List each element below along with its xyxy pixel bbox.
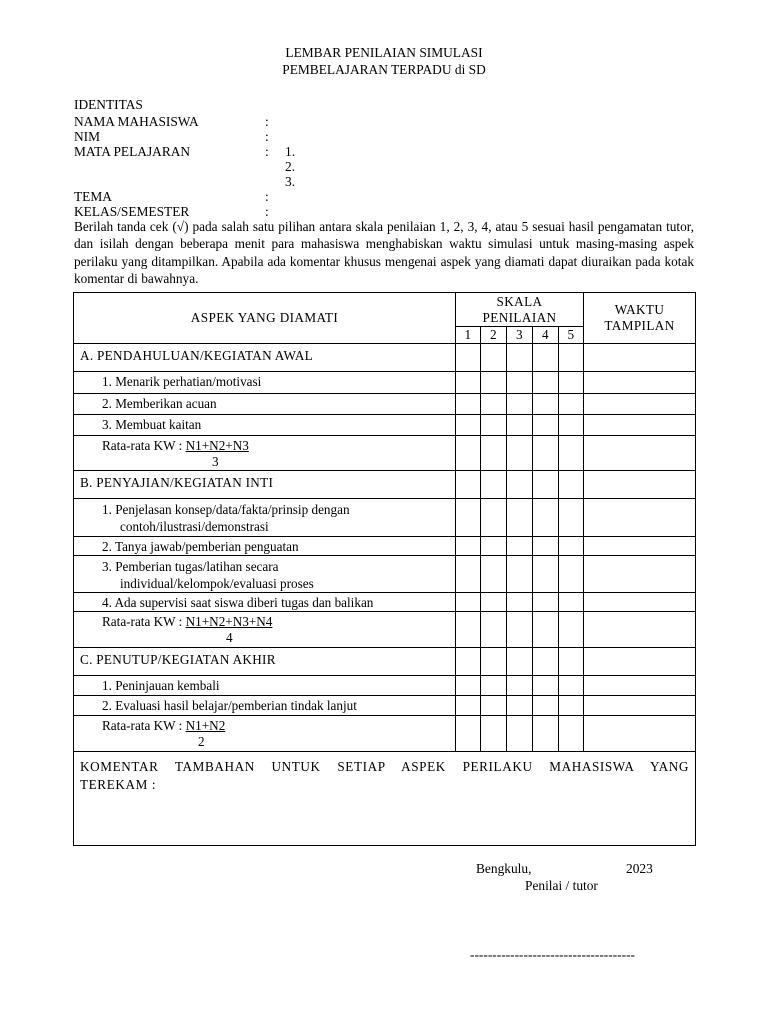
score-cell[interactable] xyxy=(481,415,507,436)
aspect-item-line: individual/kelompok/evaluasi proses xyxy=(120,576,314,591)
score-cell[interactable] xyxy=(481,612,507,648)
average-numerator: N1+N2 xyxy=(185,718,226,733)
score-cell[interactable] xyxy=(481,344,507,372)
signature-year: 2023 xyxy=(626,861,653,876)
subject-label: MATA PELAJARAN xyxy=(74,144,191,159)
score-cell[interactable] xyxy=(559,696,584,716)
score-cell[interactable] xyxy=(481,696,507,716)
score-cell[interactable] xyxy=(533,696,559,716)
score-cell[interactable] xyxy=(456,716,481,752)
score-cell[interactable] xyxy=(507,394,533,415)
subject-item-1: 1. xyxy=(285,144,296,159)
aspect-item xyxy=(74,556,456,593)
time-cell[interactable] xyxy=(584,593,696,612)
aspect-item: 3. Membuat kaitan xyxy=(74,415,456,436)
aspect-item-line: 3. Pemberian tugas/latihan secara xyxy=(102,559,279,574)
score-cell[interactable] xyxy=(456,593,481,612)
score-cell[interactable] xyxy=(559,612,584,648)
instructions-paragraph: Berilah tanda cek (√) pada salah satu pilihan antara skala penilaian 1, 2, 3, 4, atau 5 sesuai hasil pengamatan tutor, dan isilah dengan beberapa menit para mahasiswa menghabiskan waktu simulasi untuk masing-masing aspek perilaku yang ditampilkan. Apabila ada komentar khusus mengenai aspek yang diamati dapat diuraikan pada kotak komentar di bawahnya. xyxy=(74,219,694,287)
time-cell[interactable] xyxy=(584,537,696,556)
score-cell[interactable] xyxy=(456,415,481,436)
score-cell[interactable] xyxy=(456,372,481,394)
score-cell[interactable] xyxy=(481,394,507,415)
score-cell[interactable] xyxy=(481,471,507,499)
score-cell[interactable] xyxy=(481,648,507,676)
aspect-item: 2. Evaluasi hasil belajar/pemberian tindak lanjut xyxy=(74,696,456,716)
score-cell[interactable] xyxy=(481,372,507,394)
aspect-item: 4. Ada supervisi saat siswa diberi tugas dan balikan xyxy=(74,593,456,612)
table-row xyxy=(74,394,696,415)
table-row xyxy=(74,537,696,556)
score-cell[interactable] xyxy=(559,372,584,394)
section-b-row xyxy=(74,471,696,499)
table-row xyxy=(74,499,696,537)
average-label: Rata-rata KW : xyxy=(102,438,186,453)
score-cell[interactable] xyxy=(507,676,533,696)
score-cell[interactable] xyxy=(533,499,559,537)
score-cell[interactable] xyxy=(456,556,481,593)
comment-label-line1: KOMENTAR TAMBAHAN UNTUK SETIAP ASPEK PERILAKU MAHASISWA YANG xyxy=(80,759,690,774)
table-row xyxy=(74,415,696,436)
table-row xyxy=(74,676,696,696)
aspect-item-line: contoh/ilustrasi/demonstrasi xyxy=(120,519,269,534)
score-cell[interactable] xyxy=(559,556,584,593)
score-cell[interactable] xyxy=(559,537,584,556)
section-a-title: A. PENDAHULUAN/KEGIATAN AWAL xyxy=(74,344,456,372)
score-cell[interactable] xyxy=(456,537,481,556)
average-numerator: N1+N2+N3 xyxy=(185,438,249,453)
score-cell[interactable] xyxy=(481,556,507,593)
time-cell[interactable] xyxy=(584,499,696,537)
name-label: NAMA MAHASISWA xyxy=(74,114,199,129)
average-formula-a xyxy=(74,436,456,471)
scale-2: 2 xyxy=(481,327,507,344)
scale-header-line1: SKALA xyxy=(496,293,543,309)
time-cell[interactable] xyxy=(584,344,696,372)
subject-colon: : xyxy=(265,144,269,159)
score-cell[interactable] xyxy=(559,593,584,612)
nim-colon: : xyxy=(265,129,269,144)
signature-line: ------------------------------------- xyxy=(470,947,635,962)
time-column-header xyxy=(584,293,696,344)
table-row xyxy=(74,372,696,394)
score-cell[interactable] xyxy=(481,499,507,537)
average-row xyxy=(74,612,696,648)
score-cell[interactable] xyxy=(507,344,533,372)
theme-colon: : xyxy=(265,189,269,204)
time-cell[interactable] xyxy=(584,716,696,752)
average-denominator: 3 xyxy=(212,454,219,469)
comment-label-line2: TEREKAM : xyxy=(80,777,157,792)
score-cell[interactable] xyxy=(456,499,481,537)
subject-item-2: 2. xyxy=(285,159,296,174)
average-row xyxy=(74,716,696,752)
time-cell[interactable] xyxy=(584,648,696,676)
score-cell[interactable] xyxy=(533,556,559,593)
score-cell[interactable] xyxy=(507,593,533,612)
section-c-row xyxy=(74,648,696,676)
score-cell[interactable] xyxy=(456,436,481,471)
score-cell[interactable] xyxy=(559,471,584,499)
table-row xyxy=(74,556,696,593)
signature-place: Bengkulu, xyxy=(476,861,532,876)
score-cell[interactable] xyxy=(533,471,559,499)
score-cell[interactable] xyxy=(559,648,584,676)
score-cell[interactable] xyxy=(533,612,559,648)
time-cell[interactable] xyxy=(584,696,696,716)
section-a-row xyxy=(74,344,696,372)
score-cell[interactable] xyxy=(456,394,481,415)
aspect-item: 2. Memberikan acuan xyxy=(74,394,456,415)
class-colon: : xyxy=(265,204,269,219)
average-formula-c xyxy=(74,716,456,752)
score-cell[interactable] xyxy=(481,676,507,696)
table-row xyxy=(74,593,696,612)
scale-4: 4 xyxy=(533,327,559,344)
document-title-line1: LEMBAR PENILAIAN SIMULASI xyxy=(285,45,483,60)
score-cell[interactable] xyxy=(507,372,533,394)
score-cell[interactable] xyxy=(507,436,533,471)
time-cell[interactable] xyxy=(584,471,696,499)
score-cell[interactable] xyxy=(533,394,559,415)
comment-row xyxy=(74,752,696,846)
score-cell[interactable] xyxy=(507,648,533,676)
aspect-item: 2. Tanya jawab/pemberian penguatan xyxy=(74,537,456,556)
score-cell[interactable] xyxy=(533,676,559,696)
time-cell[interactable] xyxy=(584,612,696,648)
scale-column-header xyxy=(456,293,584,327)
score-cell[interactable] xyxy=(507,556,533,593)
theme-label: TEMA xyxy=(74,189,112,204)
average-denominator: 2 xyxy=(198,734,205,749)
score-cell[interactable] xyxy=(559,344,584,372)
average-row xyxy=(74,436,696,471)
score-cell[interactable] xyxy=(533,716,559,752)
aspect-item: 1. Peninjauan kembali xyxy=(74,676,456,696)
score-cell[interactable] xyxy=(456,696,481,716)
aspect-item xyxy=(74,499,456,537)
score-cell[interactable] xyxy=(456,612,481,648)
score-cell[interactable] xyxy=(507,537,533,556)
average-label: Rata-rata KW : xyxy=(102,718,186,733)
comment-box[interactable] xyxy=(74,752,696,846)
time-cell[interactable] xyxy=(584,372,696,394)
average-label: Rata-rata KW : xyxy=(102,614,186,629)
score-cell[interactable] xyxy=(456,648,481,676)
aspect-column-header: ASPEK YANG DIAMATI xyxy=(74,293,456,344)
average-numerator: N1+N2+N3+N4 xyxy=(185,614,273,629)
score-cell[interactable] xyxy=(481,593,507,612)
scale-1: 1 xyxy=(456,327,481,344)
scale-header-line2: PENILAIAN xyxy=(482,309,557,325)
score-cell[interactable] xyxy=(507,696,533,716)
score-cell[interactable] xyxy=(456,676,481,696)
score-cell[interactable] xyxy=(507,415,533,436)
class-label: KELAS/SEMESTER xyxy=(74,204,190,219)
score-cell[interactable] xyxy=(533,593,559,612)
average-denominator: 4 xyxy=(226,630,233,645)
table-row xyxy=(74,696,696,716)
time-cell[interactable] xyxy=(584,556,696,593)
score-cell[interactable] xyxy=(507,471,533,499)
score-cell[interactable] xyxy=(559,394,584,415)
nim-label: NIM xyxy=(74,129,101,144)
score-cell[interactable] xyxy=(481,537,507,556)
time-cell[interactable] xyxy=(584,415,696,436)
document-title-line2: PEMBELAJARAN TERPADU di SD xyxy=(282,62,486,77)
score-cell[interactable] xyxy=(507,716,533,752)
assessment-table xyxy=(73,292,696,846)
score-cell[interactable] xyxy=(533,648,559,676)
score-cell[interactable] xyxy=(533,415,559,436)
scale-5: 5 xyxy=(559,327,584,344)
time-cell[interactable] xyxy=(584,394,696,415)
subject-item-3: 3. xyxy=(285,174,296,189)
aspect-item: 1. Menarik perhatian/motivasi xyxy=(74,372,456,394)
scale-3: 3 xyxy=(507,327,533,344)
score-cell[interactable] xyxy=(559,415,584,436)
score-cell[interactable] xyxy=(456,344,481,372)
section-c-title: C. PENUTUP/KEGIATAN AKHIR xyxy=(74,648,456,676)
score-cell[interactable] xyxy=(559,499,584,537)
score-cell[interactable] xyxy=(533,436,559,471)
section-b-title: B. PENYAJIAN/KEGIATAN INTI xyxy=(74,471,456,499)
score-cell[interactable] xyxy=(481,716,507,752)
time-header-line2: TAMPILAN xyxy=(604,318,675,333)
name-colon: : xyxy=(265,114,269,129)
score-cell[interactable] xyxy=(481,436,507,471)
score-cell[interactable] xyxy=(533,344,559,372)
identity-heading: IDENTITAS xyxy=(74,97,143,112)
time-cell[interactable] xyxy=(584,676,696,696)
score-cell[interactable] xyxy=(507,612,533,648)
average-formula-b xyxy=(74,612,456,648)
score-cell[interactable] xyxy=(533,372,559,394)
score-cell[interactable] xyxy=(559,436,584,471)
time-header-line1: WAKTU xyxy=(614,302,665,317)
time-cell[interactable] xyxy=(584,436,696,471)
score-cell[interactable] xyxy=(507,499,533,537)
aspect-item-line: 1. Penjelasan konsep/data/fakta/prinsip dengan xyxy=(102,502,350,517)
score-cell[interactable] xyxy=(559,716,584,752)
signature-role: Penilai / tutor xyxy=(525,878,598,893)
score-cell[interactable] xyxy=(456,471,481,499)
score-cell[interactable] xyxy=(559,676,584,696)
score-cell[interactable] xyxy=(533,537,559,556)
